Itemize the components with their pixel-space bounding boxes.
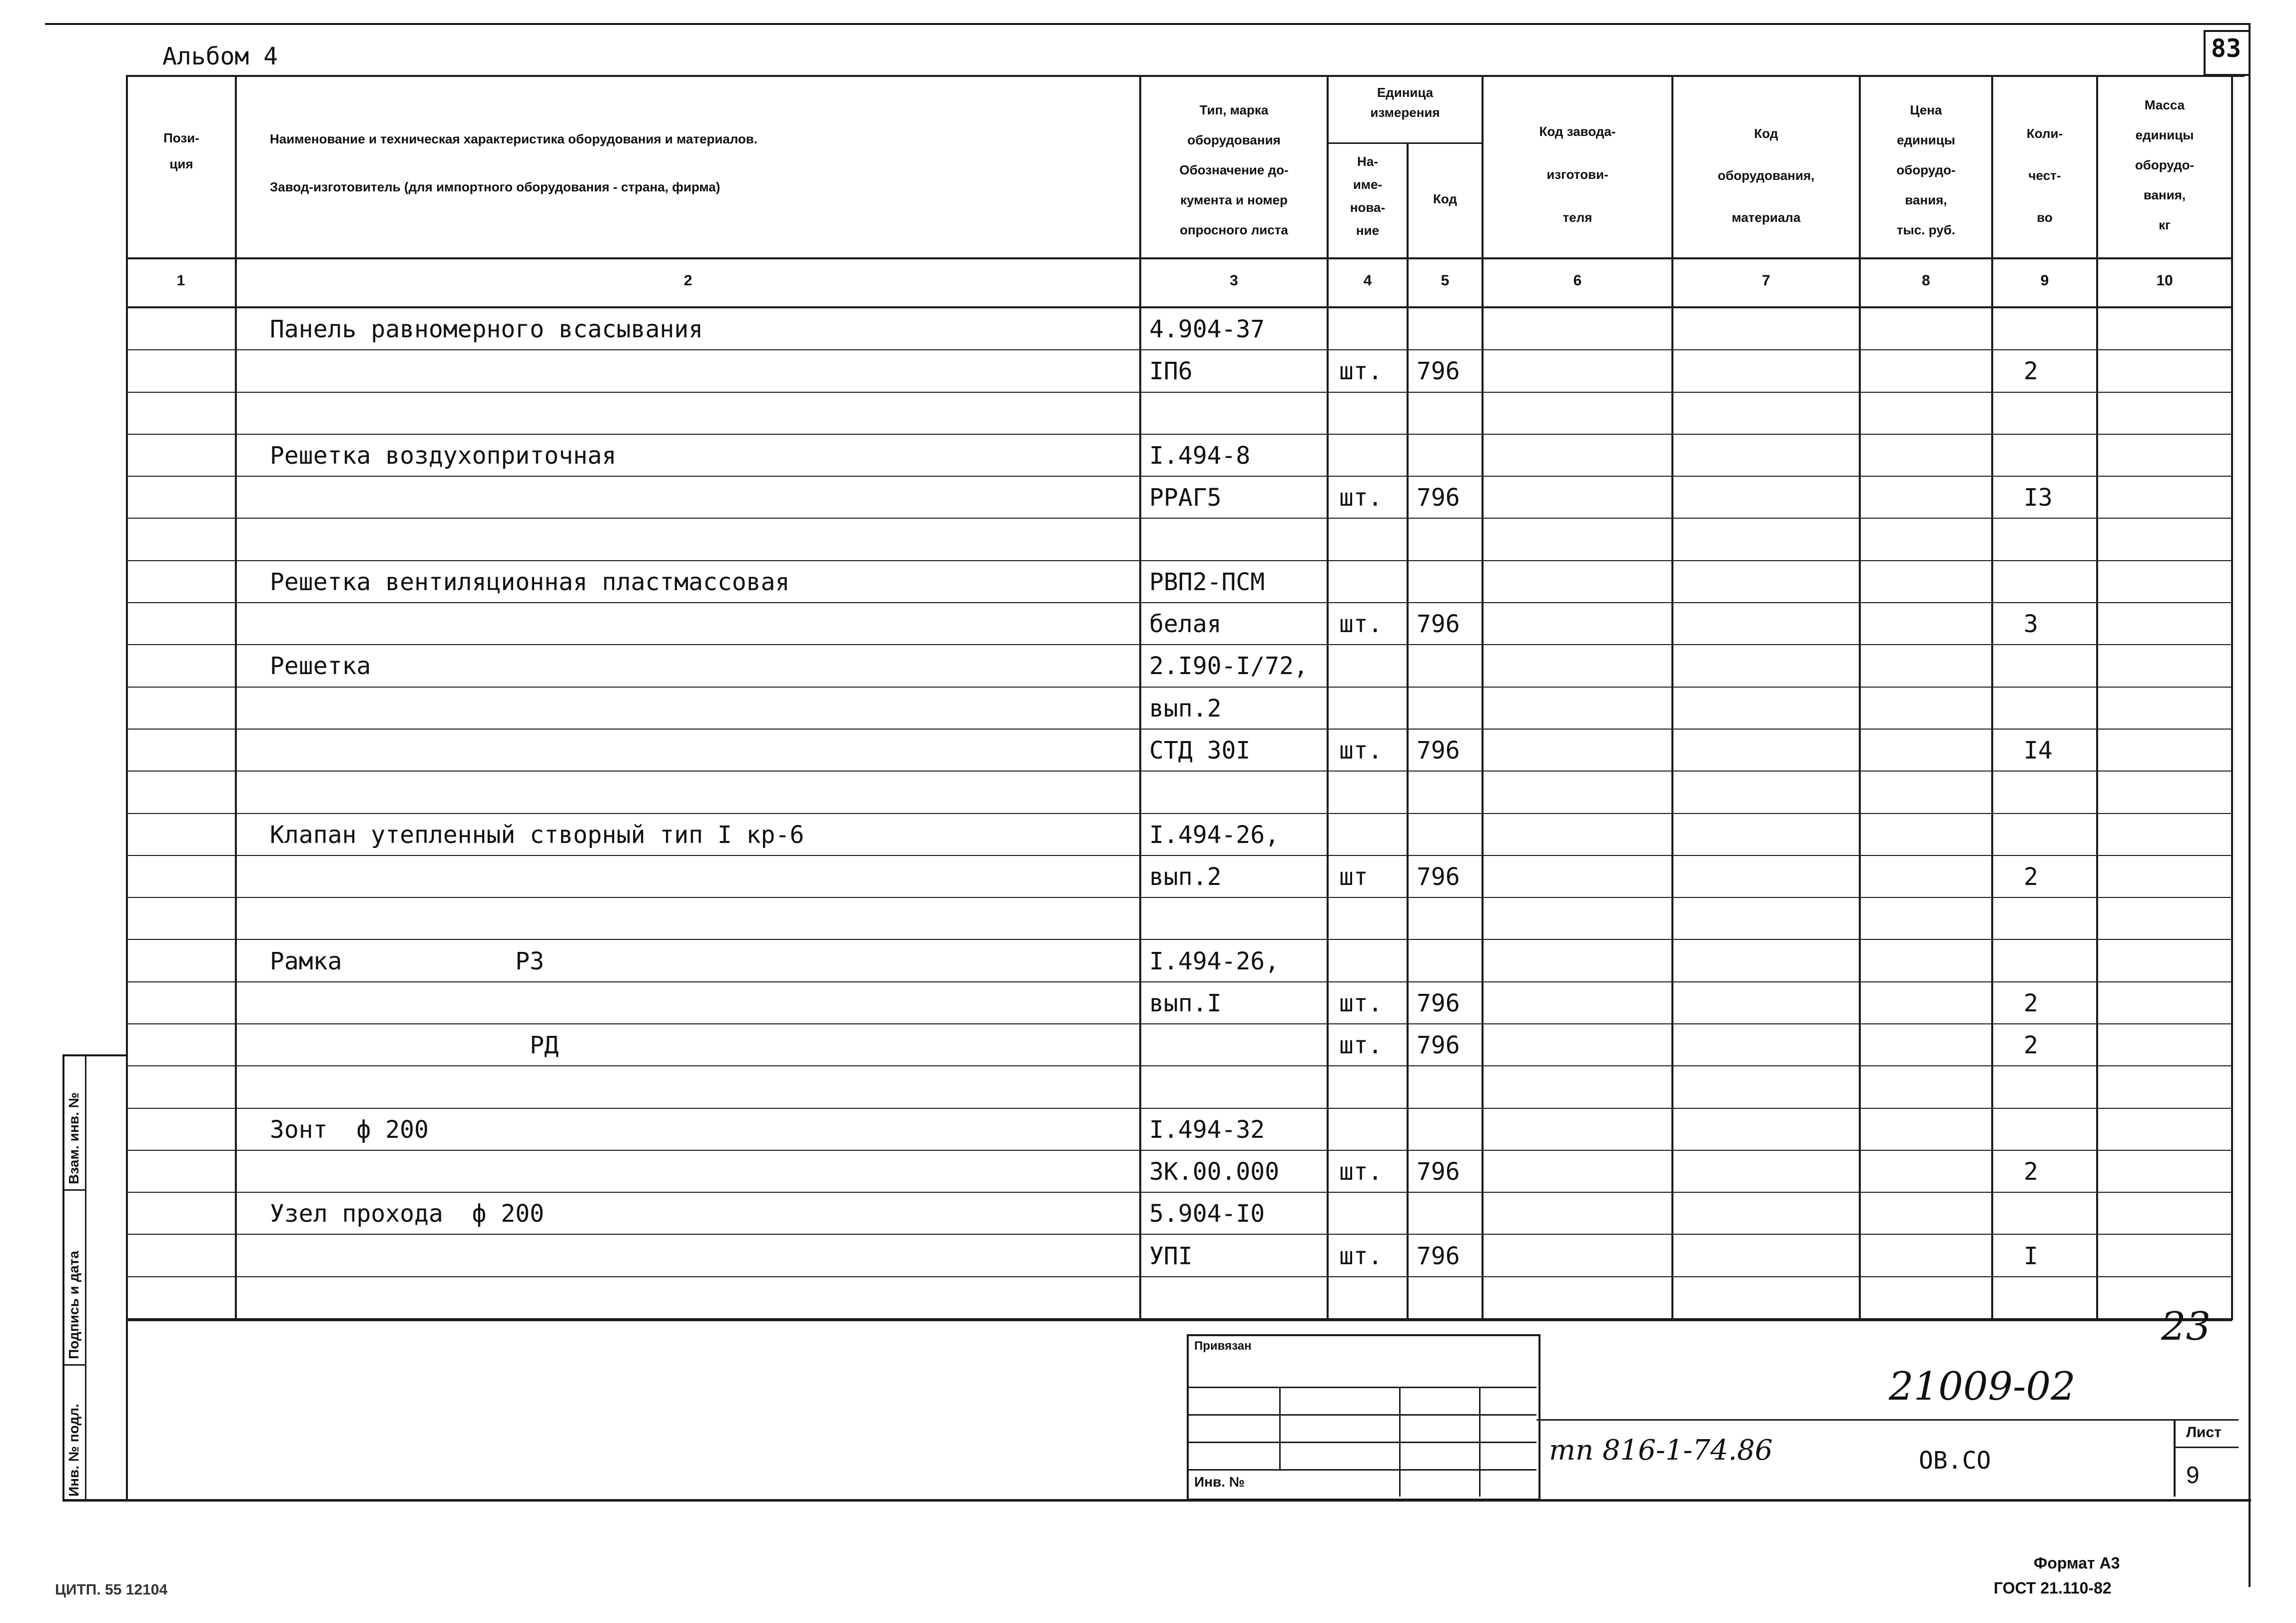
row-line [126,1276,2232,1277]
row-quantity: 2 [2024,357,2038,386]
header-type: Тип, марка оборудования Обозначение до- кумента и номер опросного листа [1179,102,1289,237]
row-unit: шт. [1339,989,1383,1017]
column-number-3: 3 [1230,272,1238,289]
row-code: 796 [1417,989,1460,1017]
row-name: Узел прохода ф 200 [270,1200,545,1228]
row-line [126,1234,2232,1235]
row-line [126,981,2232,982]
side-strip-div-2 [62,1364,86,1366]
row-name: Панель равномерного всасывания [270,315,703,344]
numbers-bottom-line [126,306,2232,308]
row-name: Зонт ф 200 [270,1115,429,1144]
row-type: вып.I [1149,989,1222,1017]
footer-gost: ГОСТ 21.110-82 [1994,1579,2112,1597]
row-code: 796 [1417,1031,1460,1060]
header-bottom-line [126,257,2232,259]
row-unit: шт [1339,862,1368,891]
row-code: 796 [1417,862,1460,891]
row-type: 5.904-I0 [1149,1200,1265,1228]
row-unit: шт. [1339,610,1383,639]
header-quantity: Коли- чест- во [2026,126,2063,225]
row-type: УПI [1149,1242,1193,1270]
row-line [126,687,2232,688]
column-number-7: 7 [1762,272,1770,289]
stamp-line-3 [1187,1442,1536,1443]
handwritten-doc-number: 21009-02 [1889,1364,2076,1409]
row-quantity: 2 [2024,989,2038,1017]
stamp-inv-label: Инв. № [1194,1474,1245,1490]
row-unit: шт. [1339,1031,1383,1060]
row-quantity: I3 [2024,484,2053,512]
row-line [126,1023,2232,1024]
header-equipment-code: Код оборудования, материала [1717,126,1815,225]
row-code: 796 [1417,484,1460,512]
row-line [126,897,2232,898]
row-name: РД [270,1031,559,1060]
header-name: Наименование и техническая характеристика оборудования и материалов. Завод-изготовитель (для импортного оборудования - страна, фирма) [270,131,758,194]
col-line-2 [1139,75,1141,1320]
handwritten-page-number: 23 [2161,1304,2211,1349]
column-number-10: 10 [2156,272,2173,289]
row-type: вып.2 [1149,862,1222,891]
side-strip-div-1 [62,1189,86,1191]
title-block-top [1536,1419,2239,1421]
col-line-3 [1327,75,1329,1320]
side-label-inv-podl: Инв. № подл. [66,1404,81,1497]
header-position: Пози- ция [163,130,199,171]
stamp-vline-2 [1399,1387,1401,1497]
row-unit: шт. [1339,737,1383,765]
row-type: белая [1149,610,1222,639]
row-quantity: I [2024,1242,2038,1270]
row-type: 4.904-37 [1149,315,1265,344]
header-unit-group: Единица измерения [1370,85,1440,120]
section-code: ОВ.СО [1919,1447,1991,1475]
stamp-privyazan-label: Привязан [1194,1339,1252,1353]
row-code: 796 [1417,737,1460,765]
row-type: I.494-26, [1149,947,1280,975]
row-type: IП6 [1149,357,1193,386]
column-number-2: 2 [684,272,693,289]
col-line-8 [1991,75,1993,1320]
row-type: I.494-32 [1149,1115,1265,1144]
row-name: Рамка Р3 [270,947,545,975]
frame-right [2249,23,2251,1587]
top-border [45,23,2249,25]
row-quantity: 3 [2024,610,2038,639]
row-quantity: I4 [2024,737,2053,765]
row-line [126,644,2232,645]
footer-left-code: ЦИТП. 55 12104 [55,1582,168,1598]
sheet-number: 9 [2186,1462,2200,1489]
row-line [126,1065,2232,1066]
side-label-podpis: Подпись и дата [66,1251,81,1359]
sheet-box-divider [2174,1447,2239,1448]
row-name: Решетка вентиляционная пластмассовая [270,568,790,596]
col-line-4 [1407,142,1409,1320]
stamp-vline-1 [1279,1387,1281,1469]
project-code: тп 816-1-74.86 [1549,1434,1773,1467]
row-line [126,729,2232,730]
row-line [126,560,2232,561]
row-line [126,1318,2232,1319]
row-line [126,771,2232,772]
side-strip-inner [85,1054,86,1499]
row-line [126,1108,2232,1109]
row-code: 796 [1417,1242,1460,1270]
row-type: 3К.00.000 [1149,1157,1280,1186]
side-label-vzam: Взам. инв. № [66,1092,81,1184]
row-line [126,813,2232,814]
row-line [126,392,2232,393]
row-type: СТД 30I [1149,737,1251,765]
column-number-9: 9 [2040,272,2049,289]
row-quantity: 2 [2024,862,2038,891]
row-type: вып.2 [1149,694,1222,723]
row-name: Решетка воздухоприточная [270,442,617,470]
row-unit: шт. [1339,484,1383,512]
col-line-6 [1671,75,1673,1320]
row-type: РРАГ5 [1149,484,1222,512]
table-bottom-line [126,1319,2232,1321]
row-line [126,476,2232,477]
row-code: 796 [1417,1157,1460,1186]
row-type: РВП2-ПСМ [1149,568,1265,596]
column-number-4: 4 [1363,272,1372,289]
row-line [126,855,2232,856]
column-number-1: 1 [176,272,185,289]
unit-subheader-line [1327,142,1483,144]
stamp-line-4 [1187,1469,1536,1471]
row-code: 796 [1417,610,1460,639]
col-line-7 [1859,75,1861,1320]
album-label: Альбом 4 [162,42,278,70]
row-type: I.494-8 [1149,442,1251,470]
stamp-line-1 [1187,1387,1536,1388]
row-line [126,939,2232,940]
header-plant-code: Код завода- изготови- теля [1539,124,1616,225]
column-number-8: 8 [1922,272,1930,289]
row-quantity: 2 [2024,1157,2038,1186]
row-line [126,518,2232,519]
row-line [126,349,2232,350]
row-unit: шт. [1339,1242,1383,1270]
corner-number: 83 [2211,34,2242,63]
row-type: I.494-26, [1149,820,1280,849]
col-line-5 [1482,75,1484,1320]
header-price: Цена единицы оборудо- вания, тыс. руб. [1896,102,1956,237]
row-code: 796 [1417,357,1460,386]
header-unit-name: На- име- нова- ние [1350,154,1386,238]
col-line-10 [2231,75,2233,1320]
header-unit-code: Код [1433,191,1457,206]
column-number-5: 5 [1441,272,1450,289]
row-line [126,1192,2232,1193]
row-name: Клапан утепленный створный тип I кр-6 [270,820,804,849]
col-line-9 [2096,75,2098,1320]
stamp-vline-3 [1479,1387,1481,1497]
row-line [126,602,2232,603]
row-type: 2.I90-I/72, [1149,652,1308,681]
footer-format: Формат А3 [2034,1554,2120,1572]
sheet-label: Лист [2186,1424,2222,1441]
header-mass: Масса единицы оборудо- вания, кг [2135,97,2195,232]
row-quantity: 2 [2024,1031,2038,1060]
row-line [126,1150,2232,1151]
row-name: Решетка [270,652,371,681]
column-number-6: 6 [1573,272,1582,289]
col-line-1 [235,75,237,1320]
row-unit: шт. [1339,357,1383,386]
row-unit: шт. [1339,1157,1383,1186]
row-line [126,434,2232,435]
stamp-line-2 [1187,1414,1536,1416]
